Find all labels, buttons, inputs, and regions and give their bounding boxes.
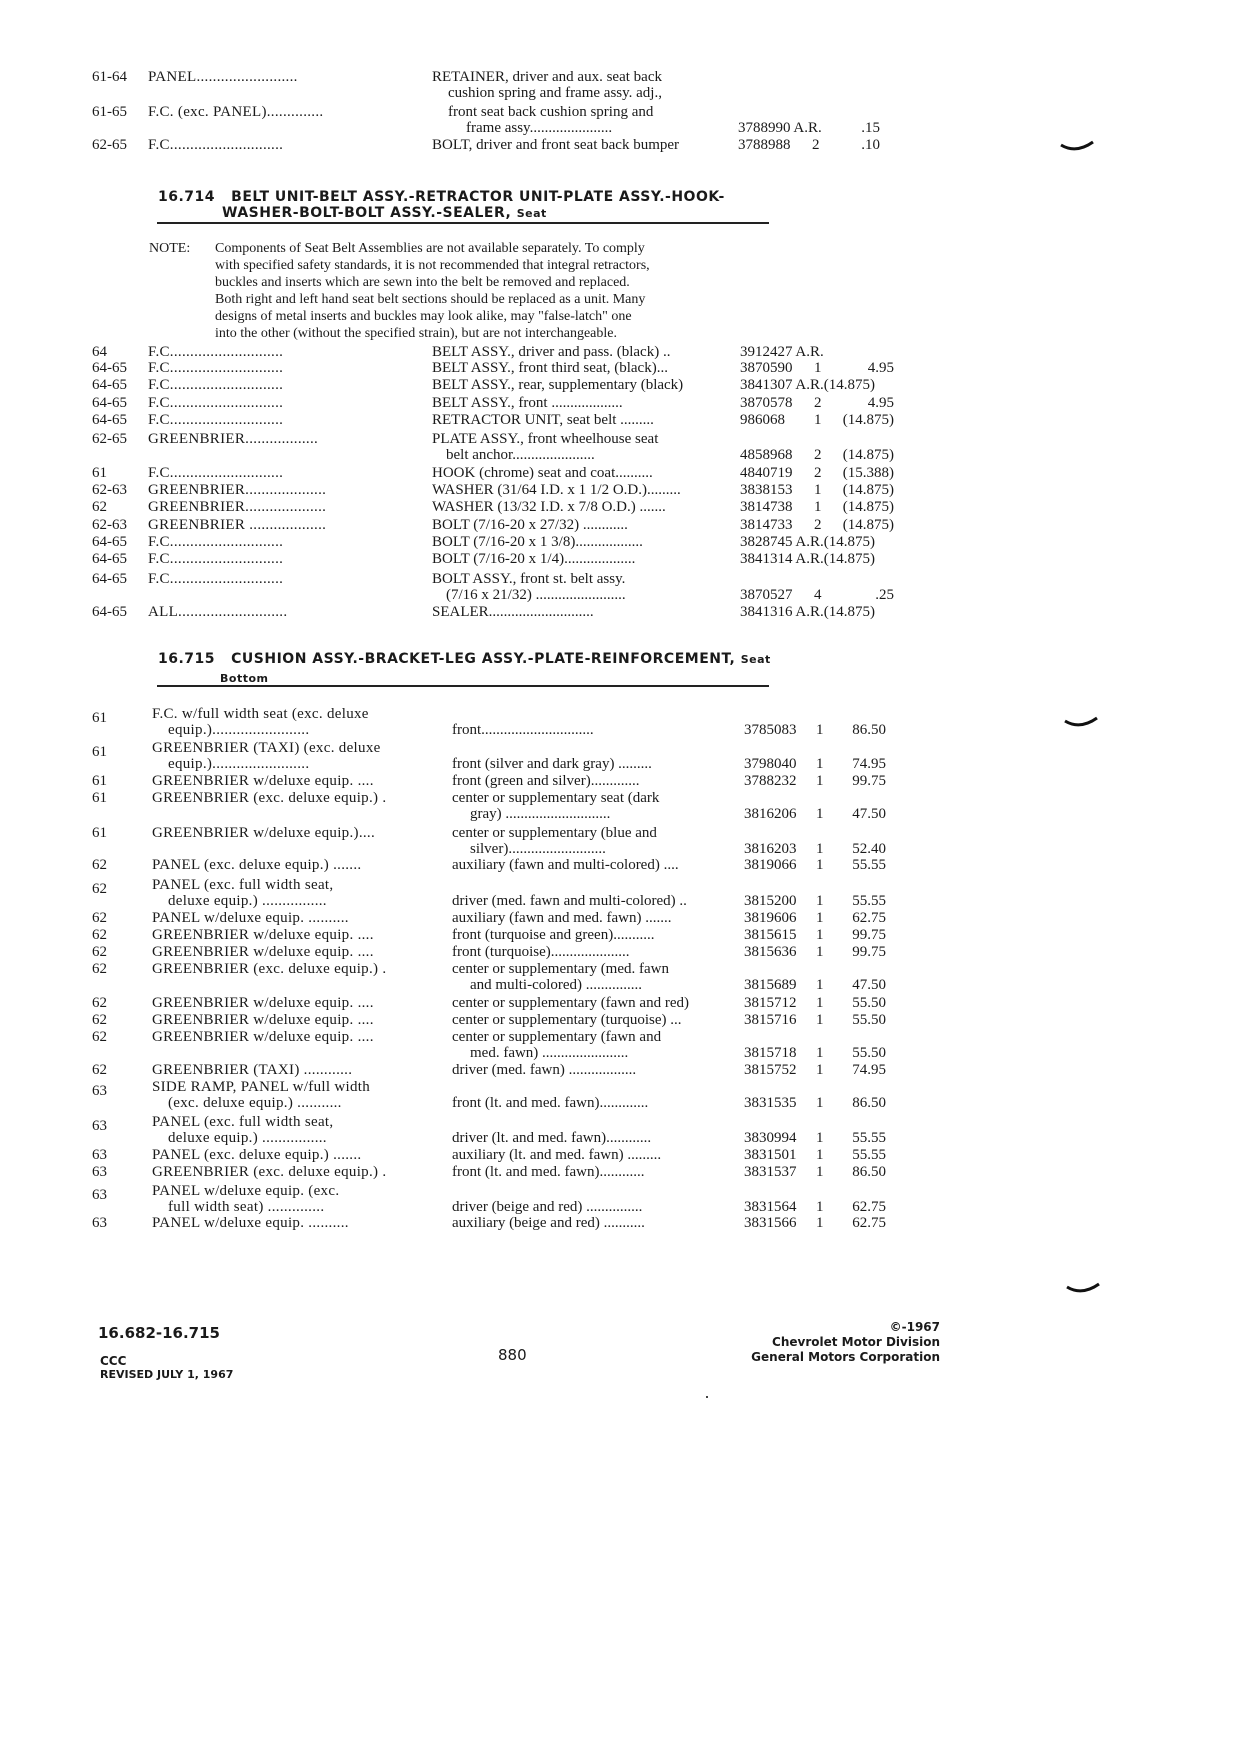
table-row-continuation	[92, 1094, 912, 1112]
table-row-continuation	[92, 84, 912, 102]
table-row-continuation	[92, 119, 912, 137]
quantity: 1	[816, 893, 824, 909]
model-years: 61-65	[92, 104, 127, 120]
quantity: 4	[814, 587, 822, 603]
part-number: 3815752	[744, 1062, 797, 1078]
description: driver (med. fawn and multi-colored) ..	[452, 893, 687, 909]
price: 62.75	[852, 1199, 886, 1215]
footer-code: CCC	[100, 1354, 127, 1368]
price: .15	[861, 120, 880, 136]
model-years: 63	[92, 1118, 107, 1134]
table-row-continuation	[92, 586, 912, 604]
section-title-suffix: Seat	[516, 207, 547, 220]
model-years: 64-65	[92, 395, 127, 411]
table-row-continuation	[92, 1044, 912, 1062]
table-row	[92, 464, 912, 482]
model-years: 64-65	[92, 412, 127, 428]
price: 55.50	[852, 1045, 886, 1061]
model-years: 63	[92, 1164, 107, 1180]
model-years: 62	[92, 995, 107, 1011]
application: PANEL w/deluxe equip. ..........	[152, 910, 349, 926]
part-number: 3870578	[740, 395, 793, 411]
table-row-continuation	[92, 1129, 912, 1147]
quantity: 2	[814, 465, 822, 481]
model-years: 63	[92, 1187, 107, 1203]
part-number: 3831535	[744, 1095, 797, 1111]
price: (14.875)	[842, 499, 894, 515]
table-row	[92, 481, 912, 499]
price: 52.40	[852, 841, 886, 857]
quantity: 1	[814, 482, 822, 498]
part-number: 3841316 A.R.(14.875)	[740, 604, 875, 620]
quantity: 1	[816, 1095, 824, 1111]
section-title-line1: CUSHION ASSY.-BRACKET-LEG ASSY.-PLATE-REINFORCEMENT,	[231, 651, 736, 667]
margin-mark-icon	[1064, 716, 1098, 730]
section-715-title	[158, 651, 771, 668]
part-number: 3831566	[744, 1215, 797, 1231]
price: 86.50	[852, 1164, 886, 1180]
quantity: 1	[816, 722, 824, 738]
price: 74.95	[852, 1062, 886, 1078]
price: (14.875)	[842, 447, 894, 463]
description: BOLT ASSY., front st. belt assy.	[432, 571, 626, 587]
price: 47.50	[852, 806, 886, 822]
part-number: 3912427 A.R.	[740, 344, 824, 360]
price: .25	[875, 587, 894, 603]
description: silver)..........................	[470, 841, 606, 857]
quantity: 1	[816, 910, 824, 926]
application: F.C............................	[148, 137, 284, 153]
part-number: 3814738	[740, 499, 793, 515]
part-number: 3828745 A.R.(14.875)	[740, 534, 875, 550]
application: F.C............................	[148, 465, 284, 481]
section-714-title	[158, 189, 725, 206]
table-row	[92, 359, 912, 377]
part-number: 3816206	[744, 806, 797, 822]
description: auxiliary (lt. and med. fawn) .........	[452, 1147, 662, 1163]
description: center or supplementary seat (dark	[452, 790, 660, 806]
description: and multi-colored) ...............	[470, 977, 643, 993]
application: GREENBRIER....................	[148, 499, 327, 515]
note-line: designs of metal inserts and buckles may look alike, may "false-latch" one	[215, 309, 632, 324]
section-title-line2: WASHER-BOLT-BOLT ASSY.-SEALER,	[222, 205, 512, 221]
price: 55.50	[852, 995, 886, 1011]
table-row	[92, 943, 912, 961]
application: GREENBRIER w/deluxe equip. ....	[152, 1012, 374, 1028]
price: 47.50	[852, 977, 886, 993]
application: F.C............................	[148, 360, 284, 376]
table-row-continuation	[92, 755, 912, 773]
price: 55.55	[852, 893, 886, 909]
description: center or supplementary (fawn and	[452, 1029, 662, 1045]
section-title-suffix: Seat	[740, 653, 771, 666]
application: F.C. (exc. PANEL)..............	[148, 104, 324, 120]
table-row-continuation	[92, 446, 912, 464]
description: HOOK (chrome) seat and coat..........	[432, 465, 653, 481]
description: front (green and silver).............	[452, 773, 640, 789]
application: (exc. deluxe equip.) ...........	[168, 1095, 342, 1111]
application: equip.)........................	[168, 722, 310, 738]
application: GREENBRIER (TAXI) (exc. deluxe	[152, 740, 381, 756]
part-number: 3830994	[744, 1130, 797, 1146]
application: F.C............................	[148, 551, 284, 567]
table-row	[92, 603, 912, 621]
table-row	[92, 1011, 912, 1029]
model-years: 62	[92, 499, 107, 515]
application: GREENBRIER w/deluxe equip. ....	[152, 944, 374, 960]
margin-mark-icon	[1060, 140, 1094, 154]
model-years: 62	[92, 927, 107, 943]
part-number: 4858968	[740, 447, 793, 463]
part-number: 3819606	[744, 910, 797, 926]
description: auxiliary (fawn and multi-colored) ....	[452, 857, 679, 873]
quantity: 1	[816, 927, 824, 943]
part-number: 3819066	[744, 857, 797, 873]
description: WASHER (13/32 I.D. x 7/8 O.D.) .......	[432, 499, 666, 515]
part-number: 3816203	[744, 841, 797, 857]
speck	[706, 1396, 708, 1398]
quantity: 1	[816, 977, 824, 993]
model-years: 62	[92, 1012, 107, 1028]
model-years: 64-65	[92, 604, 127, 620]
application: GREENBRIER (exc. deluxe equip.) .	[152, 961, 387, 977]
application: GREENBRIER....................	[148, 482, 327, 498]
part-number: 3788232	[744, 773, 797, 789]
description: front..............................	[452, 722, 594, 738]
application: GREENBRIER (TAXI) ............	[152, 1062, 353, 1078]
application: PANEL (exc. deluxe equip.) .......	[152, 857, 362, 873]
model-years: 62	[92, 944, 107, 960]
model-years: 63	[92, 1083, 107, 1099]
part-number: 3831501	[744, 1147, 797, 1163]
price: (14.875)	[842, 412, 894, 428]
note-lines	[215, 240, 650, 342]
description: BELT ASSY., driver and pass. (black) ..	[432, 344, 671, 360]
price: 55.50	[852, 1012, 886, 1028]
part-number: 3815615	[744, 927, 797, 943]
model-years: 64-65	[92, 360, 127, 376]
model-years: 61	[92, 773, 107, 789]
footer-publisher	[740, 1320, 940, 1365]
price: 62.75	[852, 910, 886, 926]
table-row	[92, 533, 912, 551]
quantity: 1	[816, 857, 824, 873]
price: 86.50	[852, 1095, 886, 1111]
part-number: 3831537	[744, 1164, 797, 1180]
description: center or supplementary (med. fawn	[452, 961, 669, 977]
description: BOLT (7/16-20 x 1 3/8)..................	[432, 534, 643, 550]
table-row	[92, 550, 912, 568]
application: PANEL (exc. full width seat,	[152, 877, 334, 893]
description: belt anchor......................	[446, 447, 595, 463]
price: 74.95	[852, 756, 886, 772]
model-years: 62-63	[92, 482, 127, 498]
part-number: 3870590	[740, 360, 793, 376]
application: deluxe equip.) ................	[168, 1130, 327, 1146]
quantity: 1	[816, 944, 824, 960]
table-row-continuation	[92, 721, 912, 739]
section-715-rule	[157, 685, 769, 687]
margin-mark-icon	[1066, 1282, 1100, 1296]
quantity: 1	[816, 1215, 824, 1231]
application: GREENBRIER..................	[148, 431, 319, 447]
part-number: 3785083	[744, 722, 797, 738]
part-number: 3814733	[740, 517, 793, 533]
note-line: Components of Seat Belt Assemblies are not available separately. To comply	[215, 241, 645, 256]
application: GREENBRIER (exc. deluxe equip.) .	[152, 790, 387, 806]
description: frame assy......................	[466, 120, 613, 136]
table-row	[92, 1214, 912, 1232]
part-number: 4840719	[740, 465, 793, 481]
description: med. fawn) .......................	[470, 1045, 629, 1061]
model-years: 62-65	[92, 137, 127, 153]
part-number: 3815718	[744, 1045, 797, 1061]
price: 4.95	[867, 395, 894, 411]
part-number: 3841307 A.R.(14.875)	[740, 377, 875, 393]
part-number: 3815689	[744, 977, 797, 993]
part-number: 3788988	[738, 137, 791, 153]
description: cushion spring and frame assy. adj.,	[448, 85, 662, 101]
application: full width seat) ..............	[168, 1199, 325, 1215]
application: F.C............................	[148, 377, 284, 393]
application: PANEL w/deluxe equip. ..........	[152, 1215, 349, 1231]
table-row	[92, 926, 912, 944]
application: F.C. w/full width seat (exc. deluxe	[152, 706, 369, 722]
model-years: 62	[92, 1029, 107, 1045]
model-years: 62	[92, 881, 107, 897]
part-number: 3831564	[744, 1199, 797, 1215]
model-years: 61-64	[92, 69, 127, 85]
description: auxiliary (beige and red) ...........	[452, 1215, 645, 1231]
part-number: 3815200	[744, 893, 797, 909]
part-number: 3841314 A.R.(14.875)	[740, 551, 875, 567]
page-number: 880	[498, 1346, 527, 1364]
price: 99.75	[852, 944, 886, 960]
application: SIDE RAMP, PANEL w/full width	[152, 1079, 371, 1095]
quantity: 1	[816, 841, 824, 857]
price: .10	[861, 137, 880, 153]
model-years: 62	[92, 1062, 107, 1078]
table-row-continuation	[92, 892, 912, 910]
description: center or supplementary (fawn and red)	[452, 995, 689, 1011]
copyright: ©-1967	[889, 1320, 940, 1334]
part-number: 3815636	[744, 944, 797, 960]
quantity: 1	[814, 412, 822, 428]
part-number: 3870527	[740, 587, 793, 603]
description: auxiliary (fawn and med. fawn) .......	[452, 910, 672, 926]
footer-range: 16.682-16.715	[98, 1324, 220, 1342]
model-years: 61	[92, 710, 107, 726]
description: BELT ASSY., rear, supplementary (black)	[432, 377, 684, 393]
price: 99.75	[852, 927, 886, 943]
footer-revised: REVISED JULY 1, 1967	[100, 1368, 234, 1381]
table-row	[92, 394, 912, 412]
description: driver (med. fawn) ..................	[452, 1062, 637, 1078]
table-row	[92, 909, 912, 927]
price: (14.875)	[842, 482, 894, 498]
model-years: 64-65	[92, 551, 127, 567]
price: (14.875)	[842, 517, 894, 533]
application: PANEL.........................	[148, 69, 298, 85]
description: BELT ASSY., front ...................	[432, 395, 623, 411]
description: center or supplementary (blue and	[452, 825, 657, 841]
description: SEALER............................	[432, 604, 594, 620]
table-row	[92, 376, 912, 394]
part-number: 986068	[740, 412, 785, 428]
model-years: 62-63	[92, 517, 127, 533]
application: F.C............................	[148, 395, 284, 411]
price: 62.75	[852, 1215, 886, 1231]
application: GREENBRIER (exc. deluxe equip.) .	[152, 1164, 387, 1180]
section-714-rule	[157, 222, 769, 224]
model-years: 61	[92, 790, 107, 806]
description: front (lt. and med. fawn).............	[452, 1095, 649, 1111]
quantity: 1	[816, 1147, 824, 1163]
table-row	[92, 1146, 912, 1164]
quantity: 1	[816, 1045, 824, 1061]
description: center or supplementary (turquoise) ...	[452, 1012, 682, 1028]
price: 4.95	[867, 360, 894, 376]
note-line: with specified safety standards, it is not recommended that integral retractors,	[215, 258, 650, 273]
quantity: 1	[816, 1199, 824, 1215]
section-714-title-line2	[222, 205, 547, 222]
part-number: 3798040	[744, 756, 797, 772]
model-years: 61	[92, 465, 107, 481]
application: F.C............................	[148, 571, 284, 587]
application: GREENBRIER w/deluxe equip. ....	[152, 995, 374, 1011]
description: front (turquoise and green)...........	[452, 927, 655, 943]
price: 55.55	[852, 1130, 886, 1146]
model-years: 62	[92, 961, 107, 977]
quantity: 1	[816, 773, 824, 789]
description: RETRACTOR UNIT, seat belt .........	[432, 412, 654, 428]
part-number: 3838153	[740, 482, 793, 498]
table-row	[92, 994, 912, 1012]
application: GREENBRIER w/deluxe equip.)....	[152, 825, 376, 841]
description: BELT ASSY., front third seat, (black)...	[432, 360, 668, 376]
quantity: 2	[814, 517, 822, 533]
application: PANEL (exc. full width seat,	[152, 1114, 334, 1130]
part-number: 3788990 A.R.	[738, 120, 822, 136]
quantity: 1	[816, 756, 824, 772]
quantity: 1	[816, 1062, 824, 1078]
description: WASHER (31/64 I.D. x 1 1/2 O.D.).........	[432, 482, 681, 498]
model-years: 64-65	[92, 377, 127, 393]
description: driver (beige and red) ...............	[452, 1199, 643, 1215]
quantity: 2	[814, 395, 822, 411]
part-number: 3815712	[744, 995, 797, 1011]
description: front (turquoise).....................	[452, 944, 630, 960]
section-number: 16.714	[158, 189, 216, 205]
description: BOLT, driver and front seat back bumper	[432, 137, 680, 153]
quantity: 1	[816, 1164, 824, 1180]
description: gray) ............................	[470, 806, 611, 822]
model-years: 64	[92, 344, 107, 360]
note-line: buckles and inserts which are sewn into the belt be removed and replaced.	[215, 275, 630, 290]
description: RETAINER, driver and aux. seat back	[432, 69, 662, 85]
table-row-continuation	[92, 805, 912, 823]
table-row	[92, 136, 912, 154]
section-title-line1: BELT UNIT-BELT ASSY.-RETRACTOR UNIT-PLATE ASSY.-HOOK-	[231, 189, 725, 205]
corporation-name: General Motors Corporation	[751, 1350, 940, 1364]
note-label: NOTE:	[149, 241, 191, 256]
quantity: 1	[816, 806, 824, 822]
price: (15.388)	[842, 465, 894, 481]
model-years: 61	[92, 744, 107, 760]
model-years: 62	[92, 857, 107, 873]
table-row	[92, 1061, 912, 1079]
model-years: 64-65	[92, 534, 127, 550]
price: 99.75	[852, 773, 886, 789]
model-years: 62-65	[92, 431, 127, 447]
note-line: Both right and left hand seat belt sections should be replaced as a unit. Many	[215, 292, 646, 307]
quantity: 1	[814, 499, 822, 515]
price: 55.55	[852, 1147, 886, 1163]
application: F.C............................	[148, 534, 284, 550]
model-years: 64-65	[92, 571, 127, 587]
quantity: 2	[812, 137, 820, 153]
description: BOLT (7/16-20 x 27/32) ............	[432, 517, 628, 533]
note-line: into the other (without the specified strain), but are not interchangeable.	[215, 326, 617, 341]
model-years: 63	[92, 1215, 107, 1231]
quantity: 2	[814, 447, 822, 463]
description: PLATE ASSY., front wheelhouse seat	[432, 431, 659, 447]
application: F.C............................	[148, 412, 284, 428]
table-row	[92, 411, 912, 429]
table-row	[92, 1163, 912, 1181]
model-years: 63	[92, 1147, 107, 1163]
table-row	[92, 516, 912, 534]
part-number: 3815716	[744, 1012, 797, 1028]
description: (7/16 x 21/32) ........................	[446, 587, 626, 603]
application: GREENBRIER w/deluxe equip. ....	[152, 1029, 374, 1045]
description: front (silver and dark gray) .........	[452, 756, 652, 772]
model-years: 61	[92, 825, 107, 841]
section-title-line2: Bottom	[220, 672, 269, 685]
section-number: 16.715	[158, 651, 216, 667]
quantity: 1	[816, 1130, 824, 1146]
price: 86.50	[852, 722, 886, 738]
application: GREENBRIER w/deluxe equip. ....	[152, 927, 374, 943]
table-row	[92, 772, 912, 790]
application: GREENBRIER ...................	[148, 517, 327, 533]
quantity: 1	[814, 360, 822, 376]
application: PANEL w/deluxe equip. (exc.	[152, 1183, 340, 1199]
model-years: 62	[92, 910, 107, 926]
description: front (lt. and med. fawn)............	[452, 1164, 645, 1180]
application: GREENBRIER w/deluxe equip. ....	[152, 773, 374, 789]
application: equip.)........................	[168, 756, 310, 772]
table-row	[92, 498, 912, 516]
description: driver (lt. and med. fawn)............	[452, 1130, 652, 1146]
application: deluxe equip.) ................	[168, 893, 327, 909]
division-name: Chevrolet Motor Division	[772, 1335, 940, 1349]
table-row	[92, 856, 912, 874]
quantity: 1	[816, 995, 824, 1011]
application: PANEL (exc. deluxe equip.) .......	[152, 1147, 362, 1163]
quantity: 1	[816, 1012, 824, 1028]
table-row-continuation	[92, 976, 912, 994]
description: front seat back cushion spring and	[448, 104, 654, 120]
application: ALL...........................	[148, 604, 288, 620]
application: F.C............................	[148, 344, 284, 360]
description: BOLT (7/16-20 x 1/4)...................	[432, 551, 636, 567]
price: 55.55	[852, 857, 886, 873]
